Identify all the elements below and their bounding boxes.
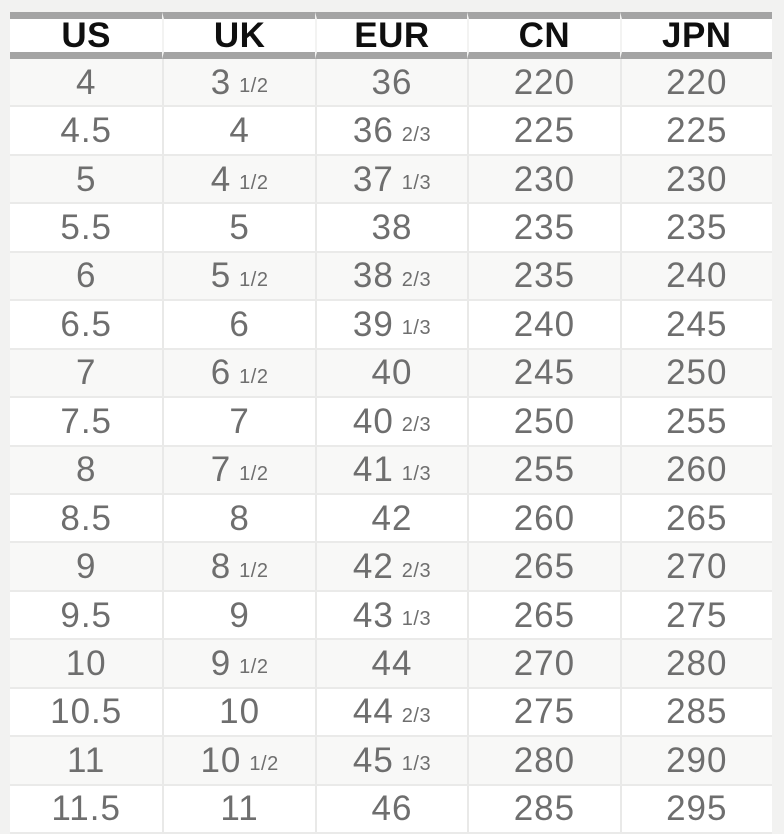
table-cell xyxy=(467,592,619,638)
table-row xyxy=(10,253,772,301)
table-cell xyxy=(162,689,314,735)
size-value: 285 xyxy=(513,789,576,829)
table-cell xyxy=(315,786,467,832)
size-value: 6 xyxy=(210,353,232,393)
table-cell xyxy=(467,398,619,444)
size-value: 44 xyxy=(371,643,413,683)
table-cell xyxy=(467,737,619,783)
size-value: 260 xyxy=(513,498,576,538)
table-cell xyxy=(467,786,619,832)
size-fraction: 2/3 xyxy=(401,268,432,291)
size-fraction: 2/3 xyxy=(401,414,432,437)
table-row xyxy=(10,543,772,591)
size-value: 220 xyxy=(666,62,728,102)
size-value: 235 xyxy=(513,256,576,296)
table-row xyxy=(10,447,772,495)
table-cell xyxy=(620,204,772,250)
table-cell xyxy=(315,592,467,638)
size-value: 9.5 xyxy=(60,595,113,635)
size-fraction: 1/2 xyxy=(249,753,279,776)
size-fraction: 1/3 xyxy=(401,753,432,776)
table-cell xyxy=(10,447,162,493)
size-value: 5.5 xyxy=(60,208,113,248)
table-cell xyxy=(467,204,619,250)
table-cell xyxy=(467,107,619,153)
table-cell xyxy=(162,495,314,541)
size-value: 36 xyxy=(371,62,413,102)
table-row xyxy=(10,689,772,737)
table-cell xyxy=(467,253,619,299)
size-value: 40 xyxy=(352,401,394,441)
size-value: 245 xyxy=(666,304,728,344)
size-value: 46 xyxy=(371,789,413,829)
size-value: 43 xyxy=(352,595,394,635)
table-cell xyxy=(467,640,619,686)
table-cell xyxy=(620,592,772,638)
table-cell xyxy=(620,543,772,589)
size-value: 44 xyxy=(352,692,394,732)
table-cell xyxy=(620,301,772,347)
table-cell xyxy=(162,204,314,250)
size-value: 7.5 xyxy=(60,401,113,441)
size-fraction: 2/3 xyxy=(401,123,432,146)
table-cell xyxy=(467,59,619,105)
table-cell xyxy=(10,253,162,299)
table-cell xyxy=(162,301,314,347)
table-cell xyxy=(315,737,467,783)
size-value: 290 xyxy=(666,740,728,780)
size-value: 8 xyxy=(229,498,250,538)
size-value: 295 xyxy=(666,789,728,829)
size-value: 230 xyxy=(513,159,576,199)
table-cell xyxy=(467,301,619,347)
size-value: 6.5 xyxy=(60,304,113,344)
size-value: 37 xyxy=(352,159,394,199)
table-cell xyxy=(315,689,467,735)
table-cell xyxy=(10,737,162,783)
size-value: 10.5 xyxy=(50,692,123,732)
table-cell xyxy=(10,398,162,444)
table-row xyxy=(10,592,772,640)
table-cell xyxy=(315,447,467,493)
size-value: 265 xyxy=(666,498,728,538)
table-cell xyxy=(162,640,314,686)
table-cell xyxy=(315,640,467,686)
table-cell xyxy=(620,107,772,153)
header-cell-eur: EUR xyxy=(315,12,467,59)
size-value: 255 xyxy=(666,401,728,441)
table-cell xyxy=(10,689,162,735)
size-value: 275 xyxy=(513,692,576,732)
size-value: 280 xyxy=(513,740,576,780)
table-cell xyxy=(162,107,314,153)
size-value: 250 xyxy=(666,353,728,393)
size-value: 230 xyxy=(666,159,728,199)
table-cell xyxy=(10,204,162,250)
size-value: 7 xyxy=(229,401,250,441)
table-cell xyxy=(620,689,772,735)
table-cell xyxy=(10,786,162,832)
table-cell xyxy=(315,301,467,347)
table-cell xyxy=(467,156,619,202)
size-value: 225 xyxy=(513,111,576,151)
table-row xyxy=(10,737,772,785)
size-value: 6 xyxy=(229,304,250,344)
size-value: 260 xyxy=(666,450,728,490)
table-cell xyxy=(10,640,162,686)
table-cell xyxy=(315,398,467,444)
size-value: 8.5 xyxy=(60,498,113,538)
table-cell xyxy=(10,301,162,347)
size-fraction: 1/2 xyxy=(239,365,269,388)
table-cell xyxy=(10,107,162,153)
table-cell xyxy=(620,447,772,493)
table-row xyxy=(10,786,772,834)
size-fraction: 1/3 xyxy=(401,608,432,631)
table-cell xyxy=(162,156,314,202)
table-row xyxy=(10,59,772,107)
size-value: 225 xyxy=(666,111,728,151)
table-cell xyxy=(10,543,162,589)
table-cell xyxy=(315,495,467,541)
header-cell-cn: CN xyxy=(467,12,619,59)
size-value: 7 xyxy=(75,353,97,393)
table-cell xyxy=(10,495,162,541)
size-value: 275 xyxy=(666,595,728,635)
size-value: 3 xyxy=(210,62,232,102)
size-value: 11 xyxy=(67,740,106,780)
table-cell xyxy=(467,495,619,541)
size-value: 270 xyxy=(513,643,576,683)
table-cell xyxy=(10,592,162,638)
size-value: 4.5 xyxy=(60,111,113,151)
table-cell xyxy=(620,495,772,541)
size-value: 6 xyxy=(75,256,97,296)
table-cell xyxy=(315,543,467,589)
size-value: 9 xyxy=(210,643,232,683)
size-fraction: 1/2 xyxy=(239,268,269,291)
table-cell xyxy=(10,59,162,105)
header-cell-jpn: JPN xyxy=(620,12,772,59)
table-cell xyxy=(620,253,772,299)
size-fraction: 1/2 xyxy=(239,462,269,485)
table-row xyxy=(10,350,772,398)
size-value: 280 xyxy=(666,643,728,683)
table-body xyxy=(10,59,772,834)
table-cell xyxy=(162,253,314,299)
size-value: 4 xyxy=(229,111,250,151)
size-value: 4 xyxy=(75,62,97,102)
table-cell xyxy=(315,350,467,396)
size-value: 240 xyxy=(513,304,576,344)
size-value: 39 xyxy=(352,304,394,344)
table-cell xyxy=(467,543,619,589)
table-cell xyxy=(467,350,619,396)
table-cell xyxy=(620,398,772,444)
size-value: 285 xyxy=(666,692,728,732)
table-cell xyxy=(315,253,467,299)
table-cell xyxy=(162,592,314,638)
table-cell xyxy=(10,350,162,396)
size-value: 45 xyxy=(352,740,394,780)
size-fraction: 1/3 xyxy=(401,172,432,195)
size-value: 255 xyxy=(513,450,576,490)
table-cell xyxy=(620,640,772,686)
header-cell-us: US xyxy=(10,12,162,59)
size-value: 5 xyxy=(229,208,250,248)
size-fraction: 1/2 xyxy=(239,172,269,195)
size-fraction: 1/2 xyxy=(239,559,269,582)
table-cell xyxy=(162,59,314,105)
table-cell xyxy=(620,59,772,105)
size-value: 8 xyxy=(75,450,97,490)
table-cell xyxy=(315,59,467,105)
size-value: 235 xyxy=(513,208,576,248)
table-row xyxy=(10,156,772,204)
size-value: 5 xyxy=(75,159,97,199)
table-cell xyxy=(315,204,467,250)
table-cell xyxy=(315,107,467,153)
size-value: 10 xyxy=(65,643,107,683)
size-value: 235 xyxy=(666,208,728,248)
size-value: 42 xyxy=(352,547,394,587)
size-fraction: 2/3 xyxy=(401,559,432,582)
size-value: 265 xyxy=(513,595,576,635)
size-value: 10 xyxy=(200,740,242,780)
table-row xyxy=(10,640,772,688)
table-cell xyxy=(162,737,314,783)
size-value: 250 xyxy=(513,401,576,441)
size-value: 10 xyxy=(219,692,261,732)
size-value: 11 xyxy=(220,789,259,829)
size-fraction: 2/3 xyxy=(401,704,432,727)
table-cell xyxy=(10,156,162,202)
size-fraction: 1/3 xyxy=(401,317,432,340)
table-header-row xyxy=(10,12,772,59)
size-fraction: 1/2 xyxy=(239,75,269,98)
size-value: 36 xyxy=(352,111,394,151)
table-cell xyxy=(467,447,619,493)
size-value: 245 xyxy=(513,353,576,393)
size-value: 7 xyxy=(210,450,232,490)
size-fraction: 1/3 xyxy=(401,462,432,485)
table-cell xyxy=(162,786,314,832)
size-value: 265 xyxy=(513,547,576,587)
size-value: 4 xyxy=(210,159,232,199)
table-cell xyxy=(162,350,314,396)
size-value: 38 xyxy=(371,208,413,248)
table-cell xyxy=(315,156,467,202)
shoe-size-conversion-table xyxy=(10,12,772,834)
size-value: 11.5 xyxy=(51,789,121,829)
size-value: 270 xyxy=(666,547,728,587)
size-value: 41 xyxy=(352,450,394,490)
size-value: 38 xyxy=(352,256,394,296)
size-value: 42 xyxy=(371,498,413,538)
table-row xyxy=(10,398,772,446)
size-value: 240 xyxy=(666,256,728,296)
table-cell xyxy=(162,543,314,589)
table-row xyxy=(10,301,772,349)
table-cell xyxy=(620,350,772,396)
table-cell xyxy=(620,786,772,832)
size-value: 8 xyxy=(210,547,232,587)
table-cell xyxy=(620,156,772,202)
table-cell xyxy=(467,689,619,735)
size-value: 5 xyxy=(210,256,232,296)
size-value: 40 xyxy=(371,353,413,393)
size-value: 9 xyxy=(229,595,250,635)
table-cell xyxy=(162,447,314,493)
table-cell xyxy=(620,737,772,783)
table-cell xyxy=(162,398,314,444)
size-fraction: 1/2 xyxy=(239,656,269,679)
table-row xyxy=(10,107,772,155)
header-cell-uk: UK xyxy=(162,12,314,59)
size-value: 220 xyxy=(513,62,576,102)
table-row xyxy=(10,495,772,543)
size-value: 9 xyxy=(75,547,97,587)
table-row xyxy=(10,204,772,252)
